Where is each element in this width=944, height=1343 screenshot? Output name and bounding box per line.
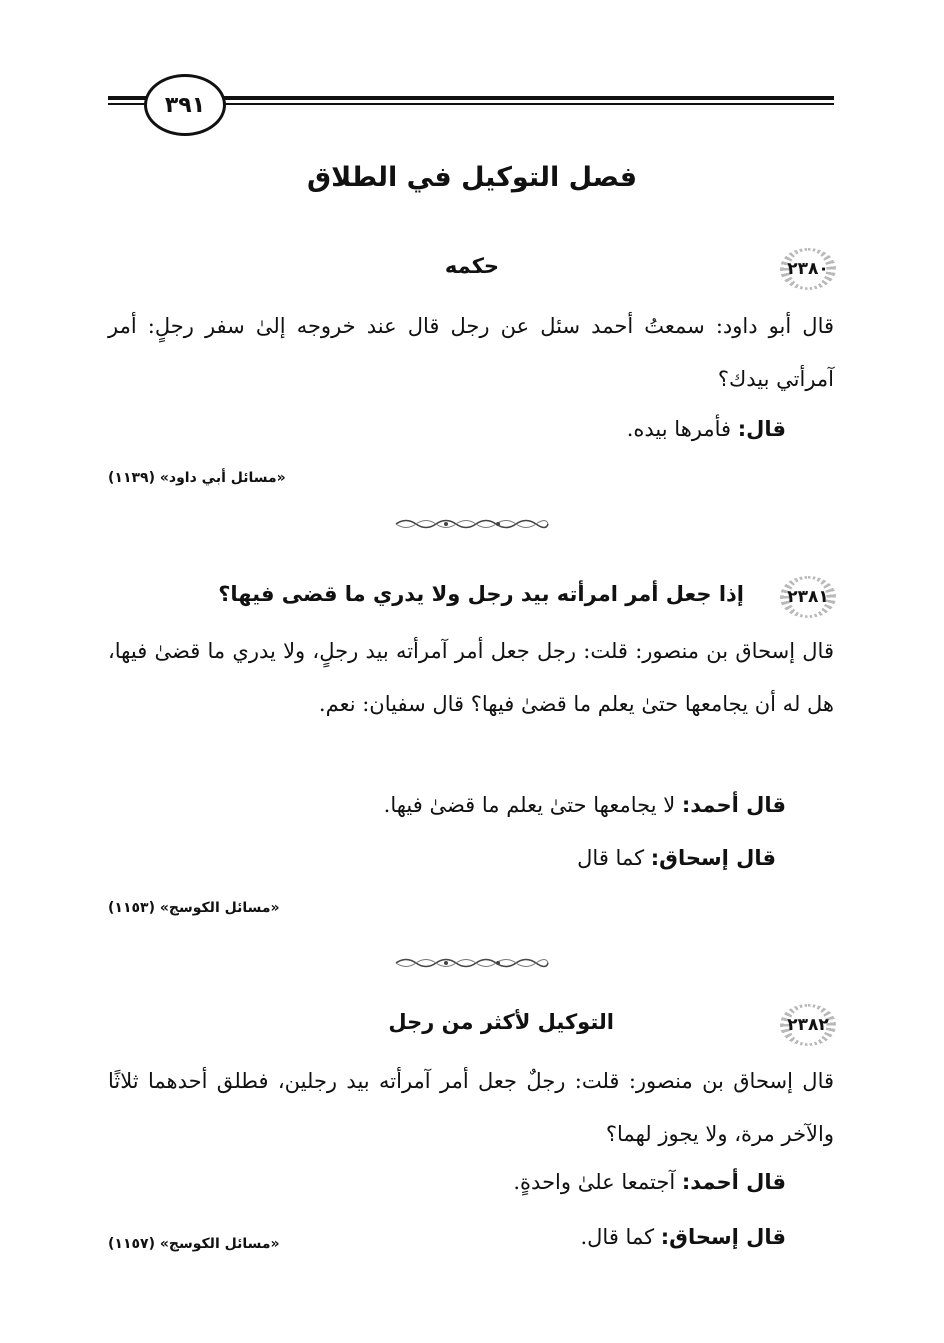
source-reference: «مسائل الكوسج» (١١٥٧) bbox=[108, 1236, 280, 1252]
speaker-text: لا يجامعها حتىٰ يعلم ما قضىٰ فيها. bbox=[383, 793, 676, 817]
entry-heading bbox=[108, 248, 836, 294]
ornament-divider bbox=[392, 956, 552, 970]
speaker-label: قال: bbox=[737, 417, 786, 441]
entry-title: التوكيل لأكثر من رجل bbox=[388, 1010, 614, 1034]
speaker-label: قال أحمد: bbox=[681, 1170, 786, 1194]
speaker-line bbox=[581, 1222, 787, 1252]
speaker-text: فأمرها بيده. bbox=[626, 417, 732, 441]
ornament-divider bbox=[392, 517, 552, 531]
speaker-text: كما قال bbox=[577, 846, 645, 870]
entry-heading bbox=[108, 576, 836, 622]
entry-paragraph: قال إسحاق بن منصور: قلت: رجلٌ جعل أمر آمرأته بيد رجلين، فطلق أحدهما ثلاثًا والآخر مرة، ولا يجوز لهما؟ bbox=[108, 1069, 834, 1146]
speaker-text: آجتمعا علىٰ واحدةٍ. bbox=[513, 1170, 676, 1194]
chapter-title: فصل التوكيل في الطلاق bbox=[306, 162, 638, 193]
ornament-icon bbox=[392, 956, 552, 970]
speaker-label: قال أحمد: bbox=[681, 793, 786, 817]
speaker-text: كما قال. bbox=[580, 1225, 655, 1249]
speaker-label: قال إسحاق: bbox=[650, 846, 776, 870]
entry-title: إذا جعل أمر امرأته بيد رجل ولا يدري ما قضى فيها؟ bbox=[218, 582, 744, 606]
entry-paragraph: قال أبو داود: سمعتُ أحمد سئل عن رجل قال عند خروجه إلىٰ سفر رجلٍ: أمر آمرأتي بيدك؟ bbox=[108, 314, 834, 391]
source-reference: «مسائل أبي داود» (١١٣٩) bbox=[108, 470, 286, 486]
speaker-line bbox=[577, 843, 776, 873]
entry-number-badge: ٢٣٨١ bbox=[780, 576, 836, 618]
entry-title: حكمه bbox=[444, 254, 500, 278]
entry-number-badge: ٢٣٨٢ bbox=[780, 1004, 836, 1046]
entry-heading bbox=[108, 1004, 836, 1050]
entry-paragraph: قال إسحاق بن منصور: قلت: رجل جعل أمر آمرأته بيد رجلٍ، ولا يدري ما قضىٰ فيها، هل له أن يجامعها حتىٰ يعلم ما قضىٰ فيها؟ قال سفيان: نعم. bbox=[108, 639, 834, 716]
speaker-label: قال إسحاق: bbox=[660, 1225, 786, 1249]
ornament-icon bbox=[392, 517, 552, 531]
speaker-line bbox=[627, 414, 786, 444]
page-number: ٣٩١ bbox=[144, 74, 226, 136]
page-header bbox=[108, 72, 834, 132]
source-reference: «مسائل الكوسج» (١١٥٣) bbox=[108, 900, 280, 916]
entry-number-badge: ٢٣٨٠ bbox=[780, 248, 836, 290]
speaker-line bbox=[384, 790, 786, 820]
speaker-line bbox=[513, 1167, 786, 1197]
